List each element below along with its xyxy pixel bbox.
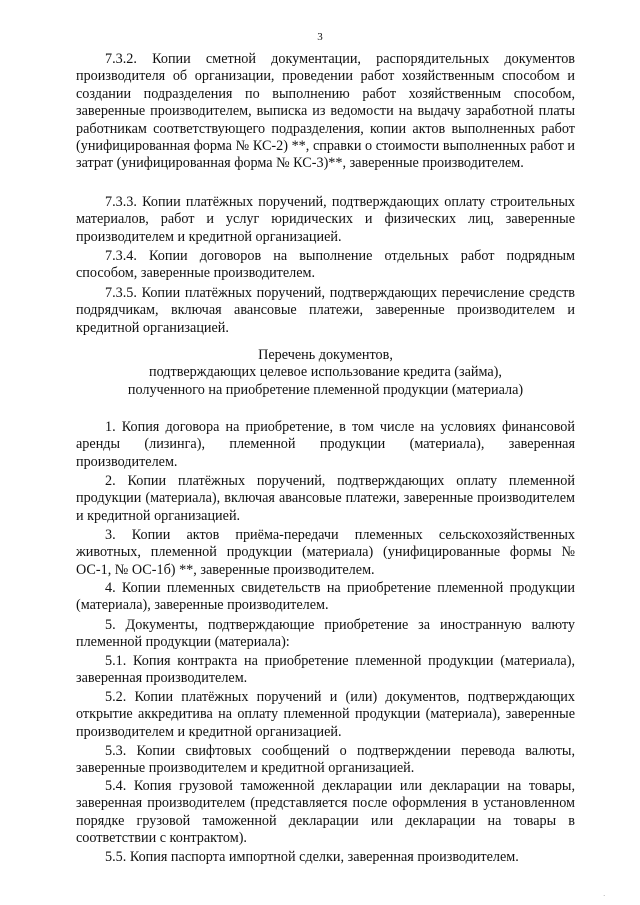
list-item-2: 2. Копии платёжных поручений, подтверждающих оплату племенной продукции (материала), включая авансовые платежи, заверенные производителем и кредитной организацией.: [76, 473, 575, 524]
list-item-5: 5. Документы, подтверждающие приобретение за иностранную валюту племенной продукции (материала):: [76, 617, 575, 651]
paragraph-7-3-2: 7.3.2. Копии сметной документации, распорядительных документов производителя об организации, проведении работ хозяйственным способом и создании подразделения по выполнению работ хозяйственным способом, заверенные производителем, выписка из ведомости на выдачу заработной платы работникам соответствующего подразделения, копии актов выполненных работ (унифицированная форма № КС-2) **, справки о стоимости выполненных работ и затрат (унифицированная форма № КС-3)**, заверенные производителем.: [76, 51, 575, 172]
paragraph-7-3-4: 7.3.4. Копии договоров на выполнение отдельных работ подрядным способом, заверенные производителем.: [76, 248, 575, 282]
list-item-5-5: 5.5. Копия паспорта импортной сделки, заверенная производителем.: [105, 849, 519, 865]
paragraph-7-3-5: 7.3.5. Копии платёжных поручений, подтверждающих перечисление средств подрядчикам, включая авансовые платежи, заверенные производителем и кредитной организацией.: [76, 285, 575, 336]
heading-line-3: полученного на приобретение племенной продукции (материала): [127, 381, 524, 398]
list-item-5-3: 5.3. Копии свифтовых сообщений о подтверждении перевода валюты, заверенные производителем и кредитной организацией.: [76, 743, 575, 777]
list-item-4: 4. Копии племенных свидетельств на приобретение племенной продукции (материала), заверенные производителем.: [76, 580, 575, 614]
heading-line-2: подтверждающих целевое использование кредита (займа),: [149, 364, 502, 381]
paragraph-7-3-3: 7.3.3. Копии платёжных поручений, подтверждающих оплату строительных материалов, работ и услуг юридических и физических лиц, заверенные производителем и кредитной организацией.: [76, 194, 575, 245]
list-item-1: 1. Копия договора на приобретение, в том числе на условиях финансовой аренды (лизинга), племенной продукции (материала), заверенная производителем.: [76, 419, 575, 470]
heading-line-1: Перечень документов,: [258, 347, 393, 363]
section-heading: [76, 347, 575, 399]
margin-mark: ·: [603, 892, 606, 900]
page-number: 3: [317, 31, 323, 43]
list-item-5-1: 5.1. Копия контракта на приобретение племенной продукции (материала), заверенная производителем.: [76, 653, 575, 687]
list-item-5-2: 5.2. Копии платёжных поручений и (или) документов, подтверждающих открытие аккредитива на оплату племенной продукции (материала), заверенные производителем и кредитной организацией.: [76, 689, 575, 740]
list-item-5-4: 5.4. Копия грузовой таможенной декларации или декларации на товары, заверенная производителем (представляется после оформления в установленном порядке грузовой таможенной декларации или декларации на товары в соответствии с контрактом).: [76, 778, 575, 847]
list-item-3: 3. Копии актов приёма-передачи племенных сельскохозяйственных животных, племенной продукции (материала) (унифицированные формы № ОС-1, № ОС-1б) **, заверенные производителем.: [76, 527, 575, 578]
